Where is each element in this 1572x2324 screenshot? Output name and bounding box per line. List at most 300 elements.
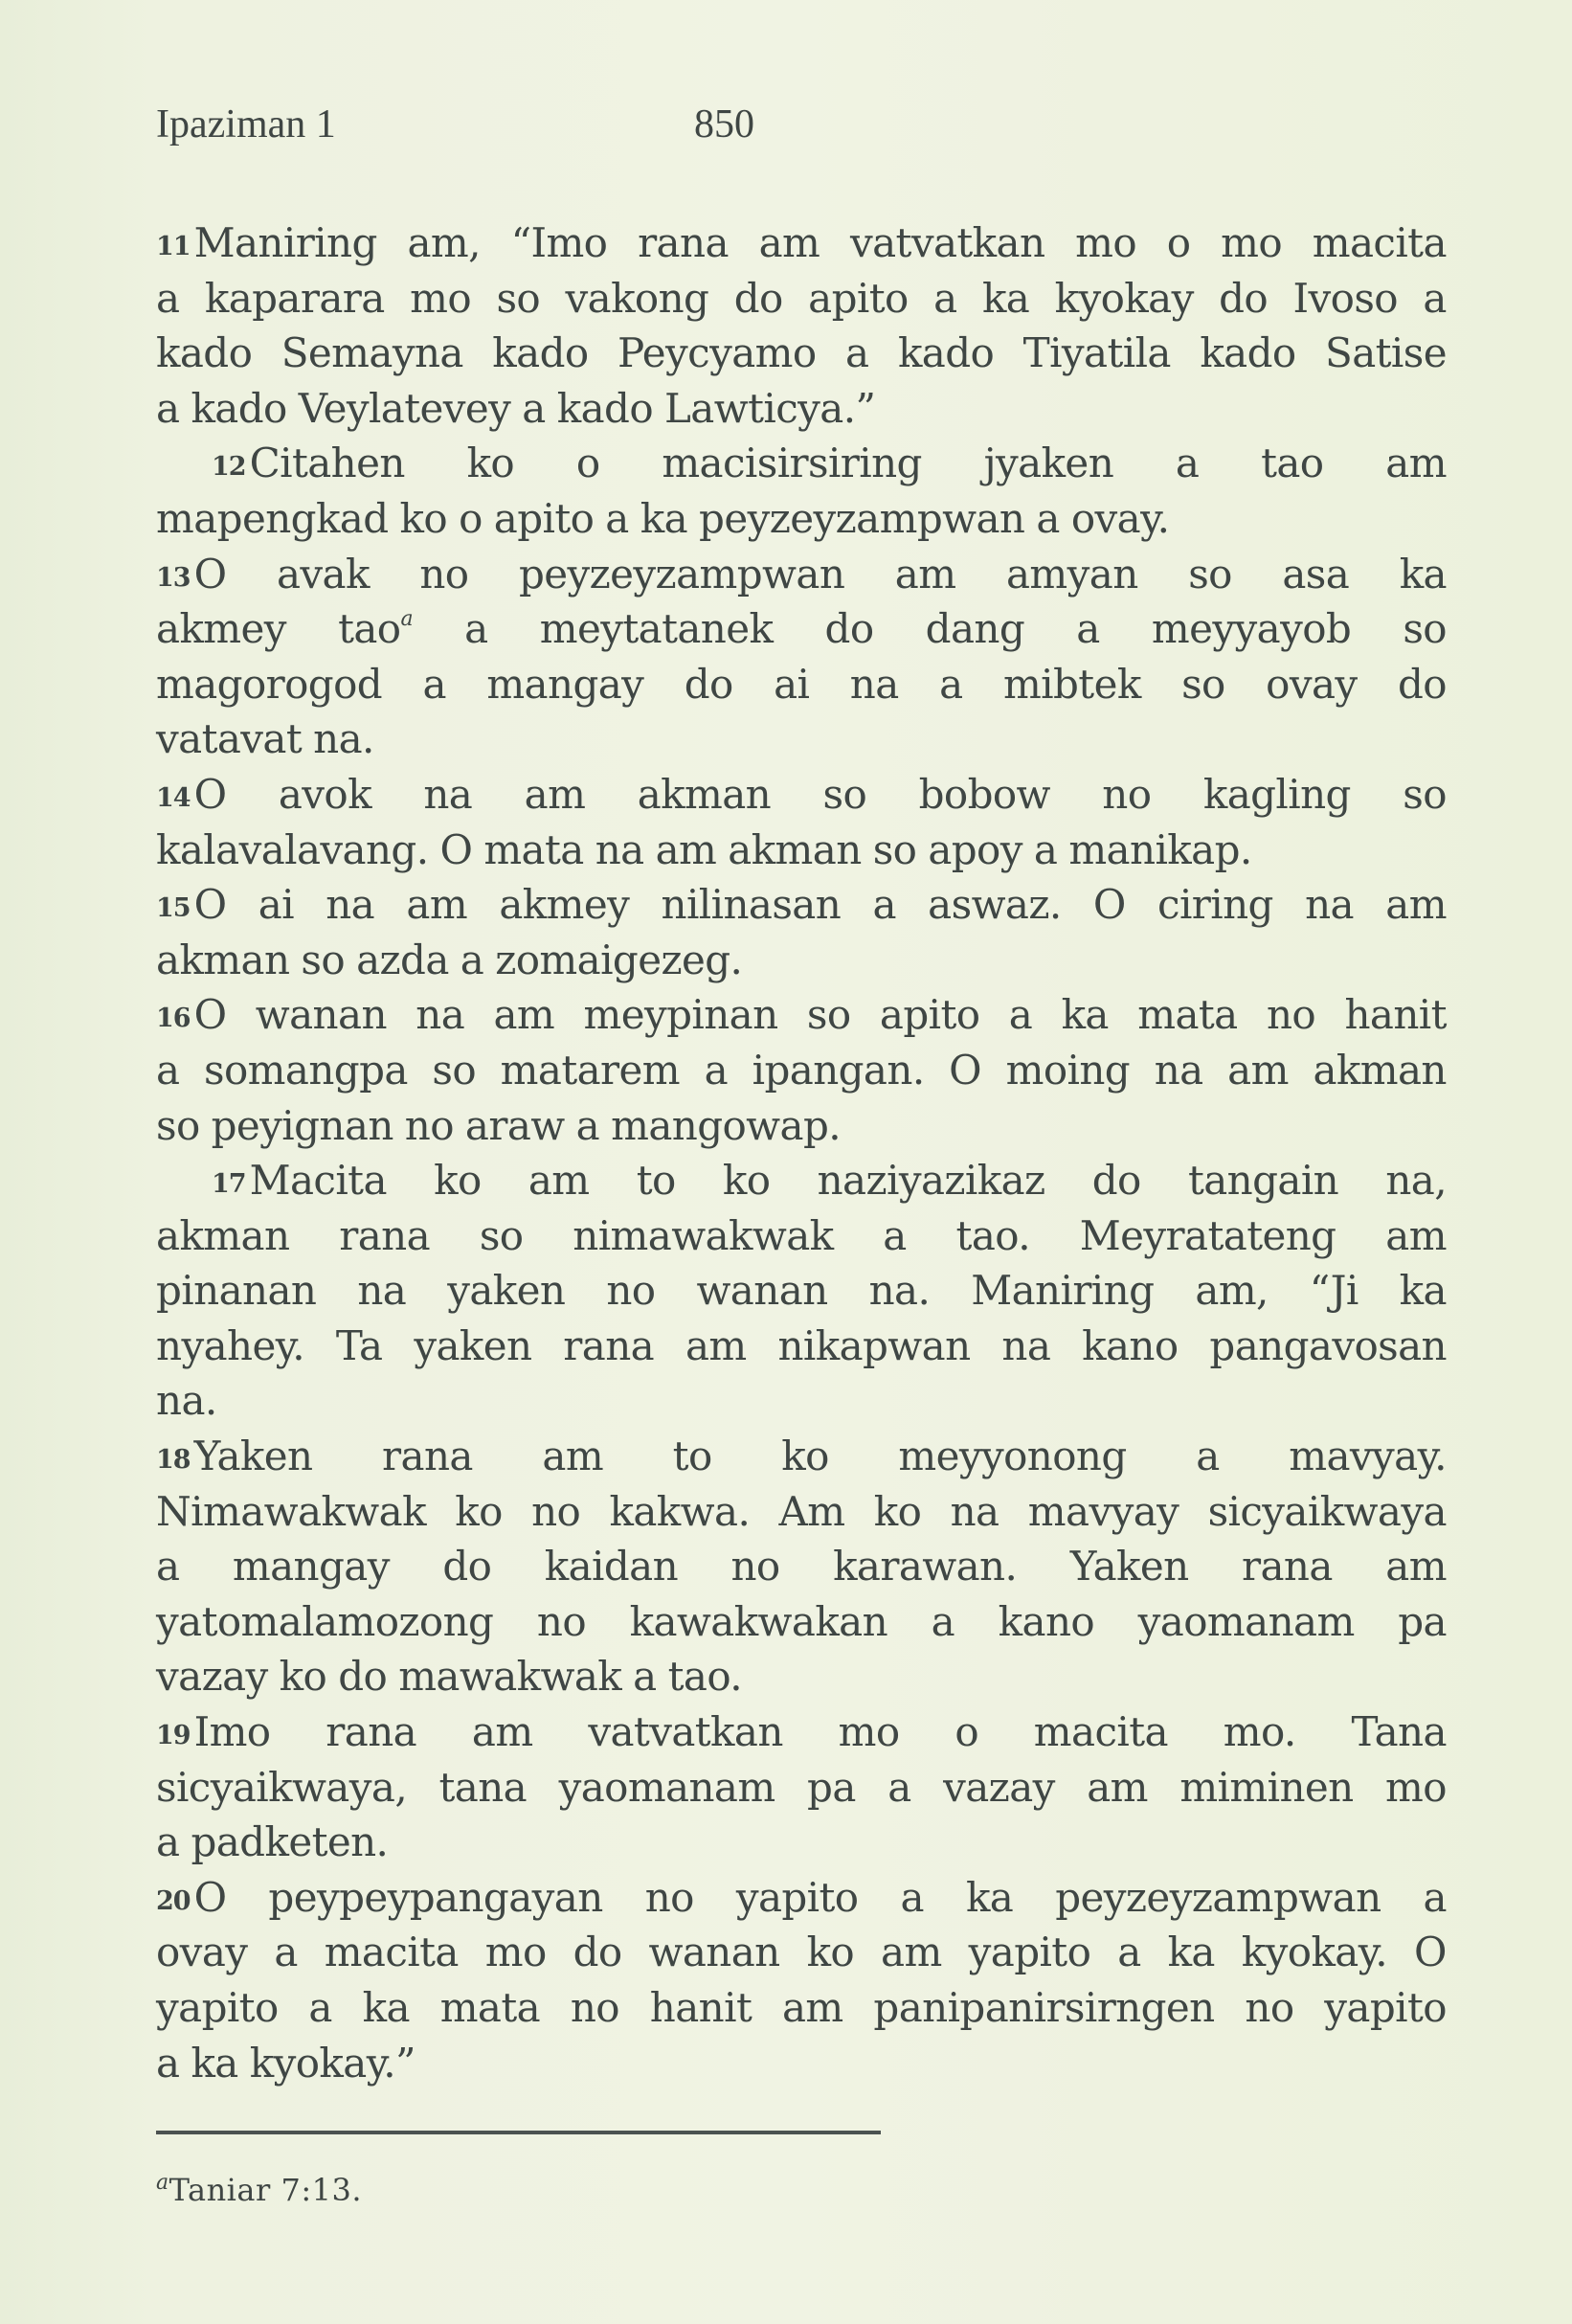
word: na [1305,881,1354,929]
word: kawakwakan [629,1597,888,1645]
word: do [1091,1157,1141,1205]
word: ka [640,494,688,542]
word: O [1092,881,1126,929]
footnote-rule [156,2131,881,2134]
word: do [824,605,874,653]
word: to [636,1157,676,1205]
word: Satise [1325,329,1447,377]
word: 19Imo [156,1708,271,1756]
word: sicyaikwaya, [156,1763,408,1811]
word: akmey [499,881,630,929]
word: Ivoso [1292,274,1398,322]
word: na. [868,1267,931,1315]
word: ka [965,1873,1014,1921]
word: rana [1242,1543,1333,1591]
word: vatvatkan [588,1708,783,1756]
word: kado [156,329,253,377]
word: so [479,1211,524,1259]
verse-start-line [156,987,1447,1043]
word: ko [722,1157,771,1205]
word: a [460,936,484,983]
word: a [1175,440,1200,487]
word: ko [806,1929,855,1976]
word: mata [1137,991,1238,1039]
word: so [1181,660,1225,708]
word: macita [324,1929,459,1976]
word: apoy [928,825,1022,873]
word: zomaigezeg. [495,936,743,983]
word: wanan [255,991,387,1039]
word: no [570,1984,619,2031]
word: kano [998,1597,1095,1645]
word: vakong [565,274,709,322]
word: am [528,1157,590,1205]
text-line [156,271,1447,327]
word: meytatanek [539,605,774,653]
word: pa [1398,1597,1447,1645]
word: am [493,991,555,1039]
word: a [156,1818,180,1866]
word: so [806,991,851,1039]
word: kado [1200,329,1296,377]
word: kyokay. [1241,1929,1388,1976]
text-line [156,1484,1447,1540]
verse-start-line [156,1153,1447,1208]
word: akman [728,825,862,873]
verse-number: 13 [156,562,191,593]
word: mangay [486,660,644,708]
word: no [531,1487,581,1535]
word: yaken [414,1321,532,1369]
word: mo [410,274,472,322]
word: akman [1313,1046,1447,1094]
verse-start-line [156,215,1447,271]
word: pangavosan [1209,1321,1447,1369]
word: a [1423,1873,1447,1921]
word: apito [879,991,980,1039]
word: vazay [156,1653,268,1701]
word: ko [279,1653,327,1701]
word: no [404,1101,454,1149]
word: a [605,494,629,542]
word: kado [897,329,995,377]
text-line [156,933,1447,988]
word: vatvatkan [849,219,1045,266]
word: mo [484,1929,547,1976]
word: na, [1385,1157,1447,1205]
word: do [442,1543,492,1591]
word: ko [466,440,515,487]
word: avak [276,550,370,598]
word: peyzeyzampwan [699,494,1025,542]
word: 17Macita [212,1157,387,1205]
word: na. [313,715,374,763]
word: kyokay.” [249,2039,415,2087]
word: akman [637,770,772,818]
page-number: 850 [694,102,754,147]
word: to [672,1433,712,1480]
word: O [1413,1929,1447,1976]
word: aswaz. [928,881,1062,929]
word: tao. [955,1211,1030,1259]
word: a [1036,494,1060,542]
word: dang [925,605,1025,653]
word: Am [778,1487,845,1535]
word: Meyratateng [1079,1211,1336,1259]
word: naziyazikaz [817,1157,1045,1205]
word: am [1385,1211,1447,1259]
word: peypeypangayan [268,1873,603,1921]
word: 11Maniring [156,219,377,266]
word: am [524,770,586,818]
word: no [1266,991,1316,1039]
word: miminen [1179,1763,1354,1811]
word: kakwa. [609,1487,751,1535]
word: ovay [1266,660,1358,708]
word: wanan [648,1929,780,1976]
word: tao$^a$ [338,605,413,653]
word: asa [1282,550,1350,598]
verse-number: 11 [156,232,191,261]
word: kado [191,384,287,432]
word: kano [1082,1321,1179,1369]
word: a [931,1597,955,1645]
word: avok [278,770,371,818]
text-line [156,1043,1447,1098]
word: na [950,1487,999,1535]
word: O [439,825,473,873]
word: yaomanam [558,1763,775,1811]
word: ko [399,494,448,542]
word: ai [774,660,810,708]
word: o [575,440,600,487]
word: na [595,825,644,873]
word: ko [873,1487,922,1535]
word: na [1001,1321,1051,1369]
running-head [156,96,845,153]
word: 12Citahen [212,440,405,487]
word: O [949,1046,982,1094]
word: so [301,936,346,983]
word: peyignan [211,1101,393,1149]
word: amyan [1005,550,1138,598]
word: a [1033,825,1058,873]
word: “Imo [510,219,608,266]
word: ka [362,1984,410,2031]
word: Semayna [281,329,463,377]
word: ka [1399,550,1447,598]
word: araw [464,1101,565,1149]
word: am [758,219,820,266]
word: ai [258,881,294,929]
word: mangay [232,1543,390,1591]
word: so [872,825,917,873]
word: no [606,1267,656,1315]
word: akman [156,1211,290,1259]
word: a [156,274,180,322]
word: na [326,881,375,929]
word: a [900,1873,924,1921]
word: so [822,770,867,818]
word: hanit [649,1984,752,2031]
word: o [954,1708,978,1756]
word: vatavat [156,715,303,763]
text-line [156,1098,1447,1154]
word: a [422,660,446,708]
text-line [156,1263,1447,1319]
verse-number: 16 [156,1004,191,1034]
word: Veylatevey [298,384,511,432]
word: so [1403,770,1447,818]
word: meypinan [583,991,778,1039]
word: ovay. [1070,494,1170,542]
word: azda [356,936,449,983]
verse-start-line [156,436,1447,491]
text-line [156,1760,1447,1816]
verse-start-line [156,877,1447,933]
word: o [1166,219,1191,266]
word: na. [156,1377,217,1425]
word: mangowap. [611,1101,842,1149]
word: a [872,881,896,929]
text-line [156,1319,1447,1374]
word: a [845,329,869,377]
word: a [883,1211,907,1259]
word: a [156,2039,180,2087]
word: Nimawakwak [156,1487,426,1535]
word: ovay [156,1929,248,1976]
word: a [933,274,957,322]
word: nilinasan [661,881,842,929]
word: yaken [447,1267,566,1315]
word: no [644,1873,694,1921]
word: am [685,1321,747,1369]
word: mo [1221,219,1283,266]
word: na [849,660,899,708]
word: a [156,1046,180,1094]
word: mawakwak [398,1653,622,1701]
word: mata [483,825,584,873]
word: ka [191,2039,238,2087]
word: yapito [156,1984,279,2031]
word: macita [1312,219,1447,266]
word: mibtek [1002,660,1141,708]
verse-number: 20 [156,1885,191,1916]
word: ko [455,1487,503,1535]
word: na [1154,1046,1203,1094]
word: no [730,1543,780,1591]
word: matarem [500,1046,680,1094]
verse-start-line [156,1870,1447,1926]
word: kyokay [1054,274,1194,322]
word: tana [438,1763,528,1811]
word: ka [1167,1929,1215,1976]
word: ka [1061,991,1109,1039]
word: Tiyatila [1022,329,1171,377]
word: mapengkad [156,494,389,542]
word: am [881,1929,942,1976]
footnote-reference[interactable]: a [400,607,413,632]
word: na [415,991,465,1039]
word: kaparara [204,274,385,322]
word: a [156,384,180,432]
word: nimawakwak [573,1211,834,1259]
text-line [156,1925,1447,1980]
word: panipanirsirngen [873,1984,1215,2031]
verse-number: 18 [156,1445,191,1476]
word: a [308,1984,332,2031]
word: so [496,274,541,322]
text-line [156,1373,1447,1429]
word: no [536,1597,587,1645]
word: ko [434,1157,482,1205]
text-line [156,326,1447,381]
text-line [156,711,1447,767]
word: Ta [335,1321,383,1369]
word: na [423,770,473,818]
word: yatomalamozong [156,1597,494,1645]
word: peyzeyzampwan [1055,1873,1381,1921]
book-title: Ipaziman 1 [156,102,336,147]
word: bobow [918,770,1050,818]
word: vazay [943,1763,1055,1811]
text-line [156,2036,1447,2091]
word: sicyaikwaya [1207,1487,1447,1535]
word: ipangan. [752,1046,925,1094]
word: Maniring [971,1267,1155,1315]
word: tangain [1187,1157,1339,1205]
word: yaomanam [1137,1597,1355,1645]
word: am [471,1708,533,1756]
word: do [733,274,783,322]
word: kaidan [544,1543,679,1591]
word: do [1219,274,1269,322]
word: a [464,605,488,653]
word: karawan. [833,1543,1018,1591]
word: am [406,881,468,929]
word: a [156,1543,180,1591]
word: do [338,1653,388,1701]
word: macita [1033,1708,1168,1756]
word: tao. [667,1653,743,1701]
text-line [156,823,1447,878]
word: no [1245,1984,1294,2031]
word: rana [339,1211,431,1259]
word: ka [1399,1267,1447,1315]
word: moing [1005,1046,1131,1094]
verse-number: 17 [212,1169,246,1200]
word: mo [1385,1763,1447,1811]
word: so [156,1101,200,1149]
word: jyaken [983,440,1114,487]
word: yapito [1324,1984,1447,2031]
verse-number: 15 [156,893,191,924]
word: mo [838,1708,900,1756]
text-line [156,491,1447,547]
text-line [156,1208,1447,1264]
word: a [633,1653,657,1701]
word: so [1188,550,1232,598]
word: am [655,825,717,873]
word: rana [638,219,729,266]
word: am [1087,1763,1148,1811]
word: a [522,384,546,432]
word: a [1423,274,1447,322]
word: 15O [156,881,227,929]
scripture-text [156,215,1447,2090]
footnote-marker: a [156,2171,169,2195]
word: rana [563,1321,655,1369]
word: 18Yaken [156,1433,313,1480]
word: 16O [156,991,227,1039]
word: meyyayob [1151,605,1352,653]
word: magorogod [156,660,383,708]
word: ko [781,1433,829,1480]
verse-start-line [156,1429,1447,1484]
word: a [887,1763,911,1811]
word: a [274,1929,298,1976]
verse-number: 12 [212,452,246,483]
word: 20O [156,1873,227,1921]
word: am [1385,1543,1447,1591]
footnote [156,2169,362,2211]
word: wanan [696,1267,828,1315]
word: rana [382,1433,473,1480]
word: Tana [1351,1708,1447,1756]
word: apito [493,494,595,542]
word: a [939,660,963,708]
word: kado [556,384,654,432]
word: do [684,660,733,708]
word: yapito [735,1873,859,1921]
word: mata [439,1984,541,2031]
word: kagling [1202,770,1351,818]
word: pinanan [156,1267,317,1315]
word: rana [326,1708,417,1756]
word: kalavalavang. [156,825,429,873]
word: so [432,1046,477,1094]
word: am [781,1984,843,2031]
word: a [1076,605,1100,653]
word: no [1102,770,1152,818]
word: mo [1075,219,1137,266]
text-line [156,601,1447,657]
word: manikap. [1068,825,1252,873]
word: Lawticya.” [664,384,876,432]
word: ka [981,274,1030,322]
word: “Ji [1309,1267,1359,1315]
word: am [1385,881,1447,929]
word: Peycyamo [618,329,817,377]
word: akmey [156,605,286,653]
word: mavyay [1027,1487,1179,1535]
verse-number: 14 [156,782,191,813]
word: akman [156,936,290,983]
word: so [1403,605,1447,653]
word: meyyonong [898,1433,1127,1480]
word: pa [807,1763,856,1811]
word: yapito [968,1929,1091,1976]
word: do [573,1929,622,1976]
word: mo. [1223,1708,1296,1756]
footnote-text: Taniar 7:13. [168,2172,362,2208]
word: hanit [1344,991,1447,1039]
word: apito [808,274,909,322]
word: padketen. [191,1818,389,1866]
text-line [156,1539,1447,1594]
word: a [575,1101,600,1149]
word: am [1385,440,1447,487]
